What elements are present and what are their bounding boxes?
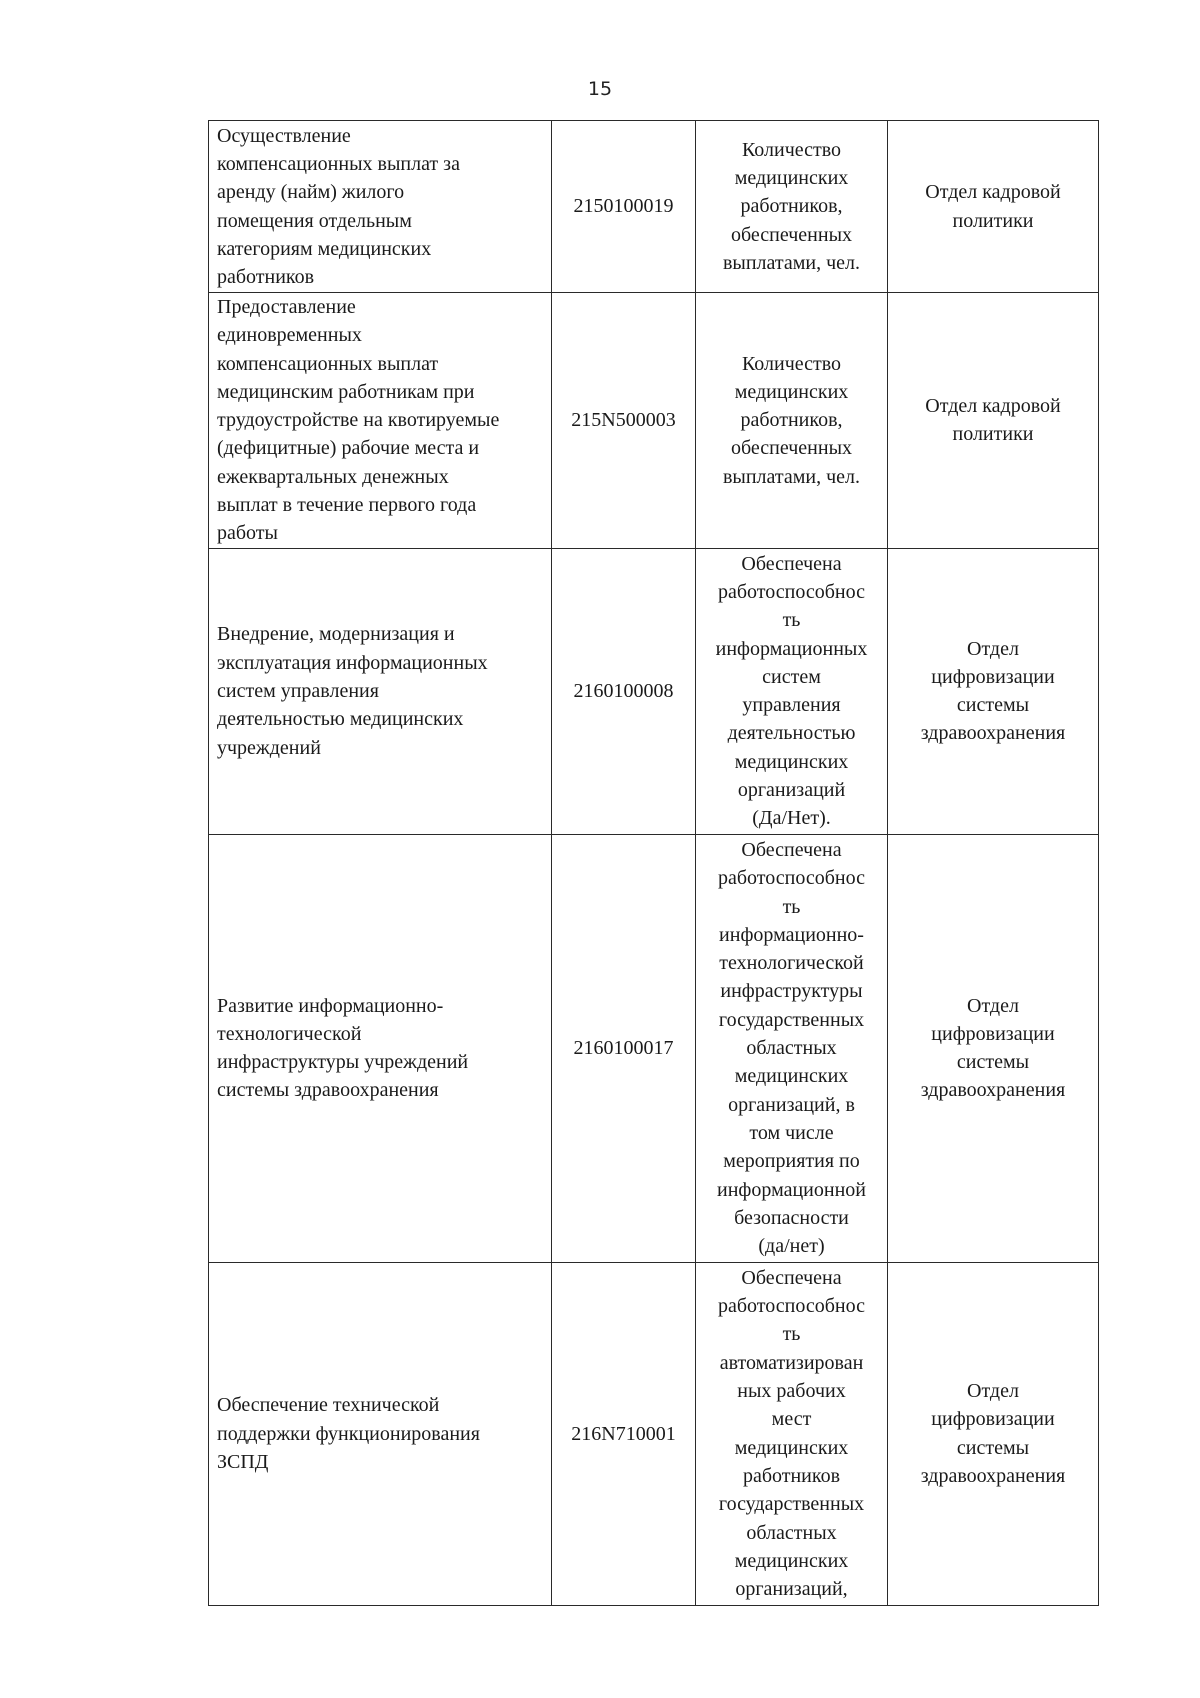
table-row <box>209 1262 1099 1605</box>
measure-name-cell: Осуществление компенсационных выплат за аренду (найм) жилого помещения отдельным категориям медицинских работников <box>209 121 552 293</box>
responsible-department-cell: Отдел кадровой политики <box>888 121 1099 293</box>
indicator-cell: Количество медицинских работников, обеспеченных выплатами, чел. <box>696 293 888 549</box>
budget-code-cell: 2160100008 <box>552 548 696 834</box>
indicator-cell: Обеспечена работоспособнос ть информационных систем управления деятельностью медицинских организаций (Да/Нет). <box>696 548 888 834</box>
indicator-cell: Обеспечена работоспособнос ть информационно- технологической инфраструктуры государственных областных медицинских организаций, в том числе мероприятия по информационной безопасности (да/нет) <box>696 834 888 1262</box>
measures-table <box>208 120 1099 1606</box>
budget-code-cell: 2150100019 <box>552 121 696 293</box>
measure-name-cell: Внедрение, модернизация и эксплуатация информационных систем управления деятельностью медицинских учреждений <box>209 548 552 834</box>
responsible-department-cell: Отдел кадровой политики <box>888 293 1099 549</box>
table-row <box>209 834 1099 1262</box>
responsible-department-cell: Отдел цифровизации системы здравоохранения <box>888 1262 1099 1605</box>
table-row <box>209 548 1099 834</box>
budget-code-cell: 2160100017 <box>552 834 696 1262</box>
table-row <box>209 121 1099 293</box>
measure-name-cell: Обеспечение технической поддержки функционирования ЗСПД <box>209 1262 552 1605</box>
measure-name-cell: Развитие информационно- технологической инфраструктуры учреждений системы здравоохранения <box>209 834 552 1262</box>
indicator-cell: Обеспечена работоспособнос ть автоматизирован ных рабочих мест медицинских работников государственных областных медицинских организаций, <box>696 1262 888 1605</box>
budget-code-cell: 216N710001 <box>552 1262 696 1605</box>
responsible-department-cell: Отдел цифровизации системы здравоохранения <box>888 834 1099 1262</box>
page-number: 15 <box>587 78 613 100</box>
responsible-department-cell: Отдел цифровизации системы здравоохранения <box>888 548 1099 834</box>
measure-name-cell: Предоставление единовременных компенсационных выплат медицинским работникам при трудоустройстве на квотируемые (дефицитные) рабочие места и ежеквартальных денежных выплат в течение первого года работы <box>209 293 552 549</box>
indicator-cell: Количество медицинских работников, обеспеченных выплатами, чел. <box>696 121 888 293</box>
budget-code-cell: 215N500003 <box>552 293 696 549</box>
table-row <box>209 293 1099 549</box>
